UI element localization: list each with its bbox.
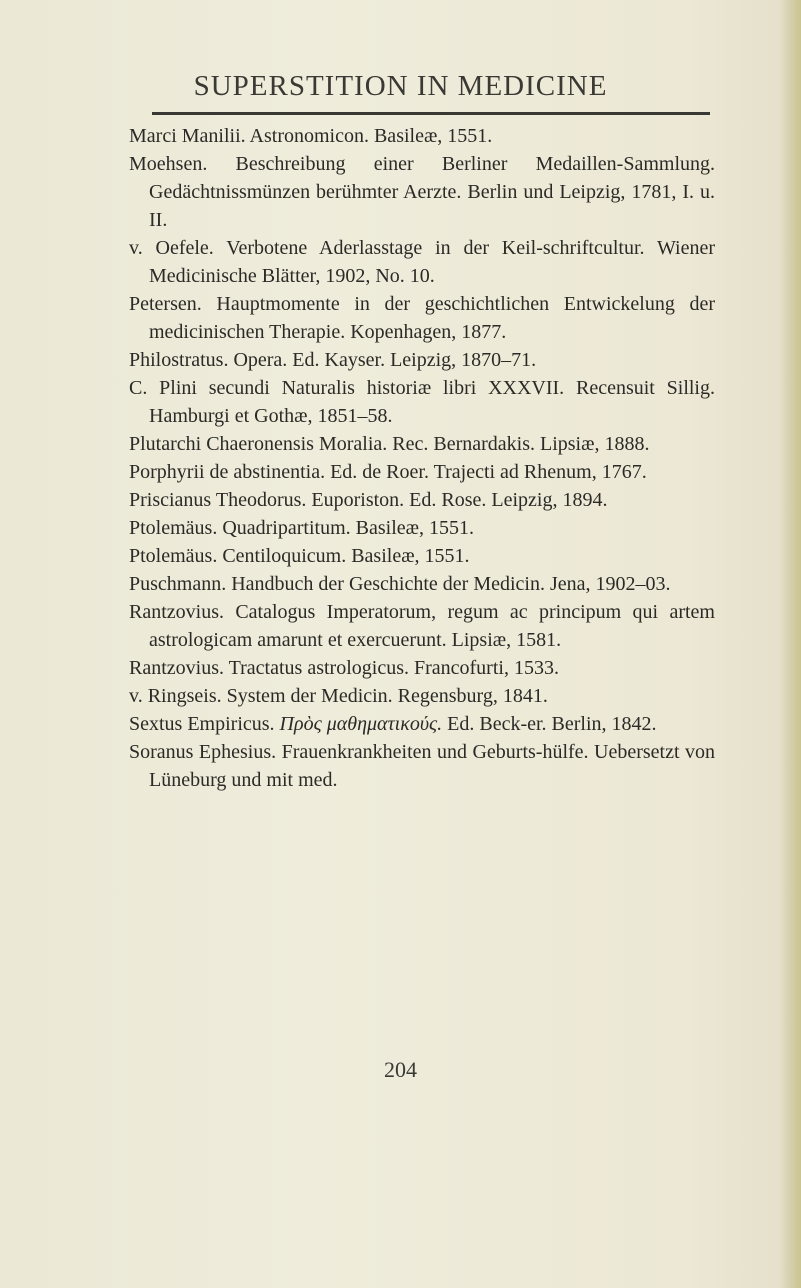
bibliography-entry: Rantzovius. Catalogus Imperatorum, regum ac principum qui artem astrologicam amarunt et exercuerunt. Lipsiæ, 1581. [129,601,715,651]
bibliography-entry: v. Oefele. Verbotene Aderlasstage in der Keil-schriftcultur. Wiener Medicinische Blätter, 1902, No. 10. [129,237,715,287]
running-head-rule [152,112,710,115]
page-number: 204 [384,1057,417,1082]
entry-details: Ed. Beck-er. Berlin, 1842. [442,713,657,735]
bibliography-entry-sextus [129,710,715,738]
bibliography-entry: Rantzovius. Tractatus astrologicus. Francofurti, 1533. [129,657,559,679]
bibliography-entry: Soranus Ephesius. Frauenkrankheiten und Geburts-hülfe. Uebersetzt von Lüneburg und mit med. [129,741,715,791]
bibliography-list [129,122,715,794]
running-head: SUPERSTITION IN MEDICINE [193,70,608,102]
greek-title: Πρὸς μαθηματικούς. [279,713,443,735]
bibliography-entry: Porphyrii de abstinentia. Ed. de Roer. Trajecti ad Rhenum, 1767. [129,461,647,483]
page-edge-shading [779,0,801,1288]
bibliography-entry: Marci Manilii. Astronomicon. Basileæ, 1551. [129,125,493,147]
bibliography-entry: Petersen. Hauptmomente in der geschichtlichen Entwickelung der medicinischen Therapie. Kopenhagen, 1877. [129,293,715,343]
bibliography-entry: Moehsen. Beschreibung einer Berliner Medaillen-Sammlung. Gedächtnissmünzen berühmter Aerzte. Berlin und Leipzig, 1781, I. u. II. [129,153,715,231]
entry-author: Sextus Empiricus. [129,713,280,735]
bibliography-entry: v. Ringseis. System der Medicin. Regensburg, 1841. [129,685,548,707]
bibliography-entry: Priscianus Theodorus. Euporiston. Ed. Rose. Leipzig, 1894. [129,489,608,511]
bibliography-entry: Plutarchi Chaeronensis Moralia. Rec. Bernardakis. Lipsiæ, 1888. [129,433,650,455]
bibliography-entry: C. Plini secundi Naturalis historiæ libri XXXVII. Recensuit Sillig. Hamburgi et Gothæ, 1851–58. [129,377,715,427]
bibliography-entry: Puschmann. Handbuch der Geschichte der Medicin. Jena, 1902–03. [129,573,671,595]
bibliography-entry: Philostratus. Opera. Ed. Kayser. Leipzig, 1870–71. [129,349,537,371]
bibliography-entry: Ptolemäus. Centiloquicum. Basileæ, 1551. [129,545,470,567]
bibliography-entry: Ptolemäus. Quadripartitum. Basileæ, 1551. [129,517,474,539]
